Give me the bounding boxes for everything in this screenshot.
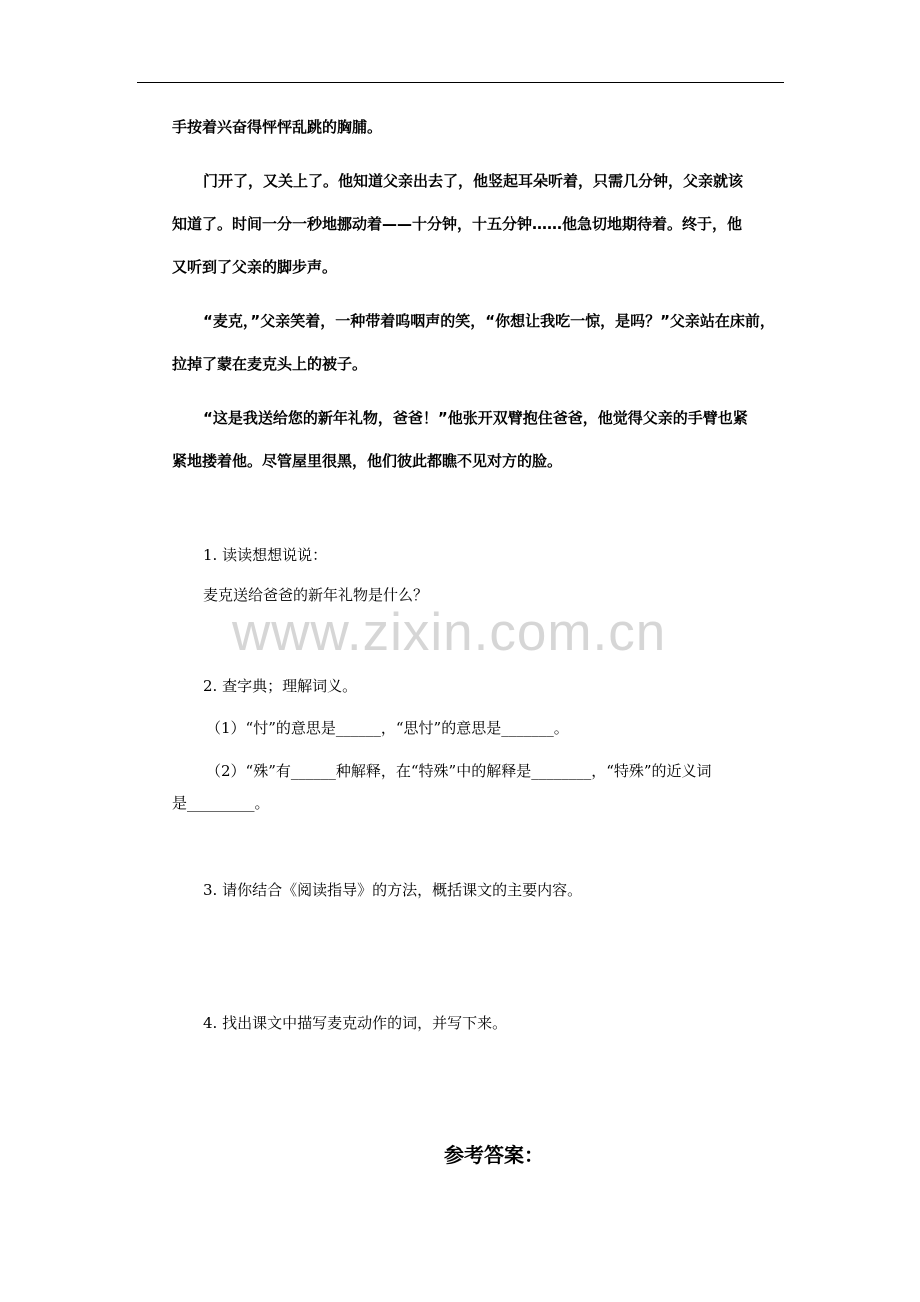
passage-line-7: “这是我送给您的新年礼物，爸爸！”他张开双臂抱住爸爸，他觉得父亲的手臂也紧	[203, 409, 748, 427]
question-2-title: 2. 查字典；理解词义。	[203, 677, 358, 695]
question-4-title: 4. 找出课文中描写麦克动作的词，并写下来。	[203, 1014, 508, 1032]
passage-line-4: 又听到了父亲的脚步声。	[172, 258, 338, 276]
question-3-title: 3. 请你结合《阅读指导》的方法，概括课文的主要内容。	[203, 881, 583, 899]
question-2-item-1: （1）“忖”的意思是______，“思忖”的意思是_______。	[206, 719, 569, 737]
question-2-item-2-line-1: （2）“殊”有______种解释，在“特殊”中的解释是________，“特殊”的近义词	[206, 762, 712, 780]
passage-line-3: 知道了。时间一分一秒地挪动着——十分钟，十五分钟……他急切地期待着。终于，他	[172, 215, 743, 233]
watermark: www.zixin.com.cn	[232, 603, 667, 662]
question-1-text: 麦克送给爸爸的新年礼物是什么？	[203, 586, 429, 604]
question-1-title: 1. 读读想想说说：	[203, 546, 328, 564]
passage-line-8: 紧地搂着他。尽管屋里很黑，他们彼此都瞧不见对方的脸。	[172, 452, 563, 470]
header-rule	[137, 82, 784, 83]
passage-line-6: 拉掉了蒙在麦克头上的被子。	[172, 355, 368, 373]
answer-heading: 参考答案：	[444, 1143, 544, 1167]
passage-line-5: “麦克，”父亲笑着，一种带着呜咽声的笑，“你想让我吃一惊，是吗？”父亲站在床前，	[203, 312, 775, 330]
question-2-item-2-line-2: 是_________。	[172, 794, 270, 812]
passage-line-1: 手按着兴奋得怦怦乱跳的胸脯。	[172, 118, 383, 136]
passage-line-2: 门开了，又关上了。他知道父亲出去了，他竖起耳朵听着，只需几分钟，父亲就该	[203, 172, 744, 190]
